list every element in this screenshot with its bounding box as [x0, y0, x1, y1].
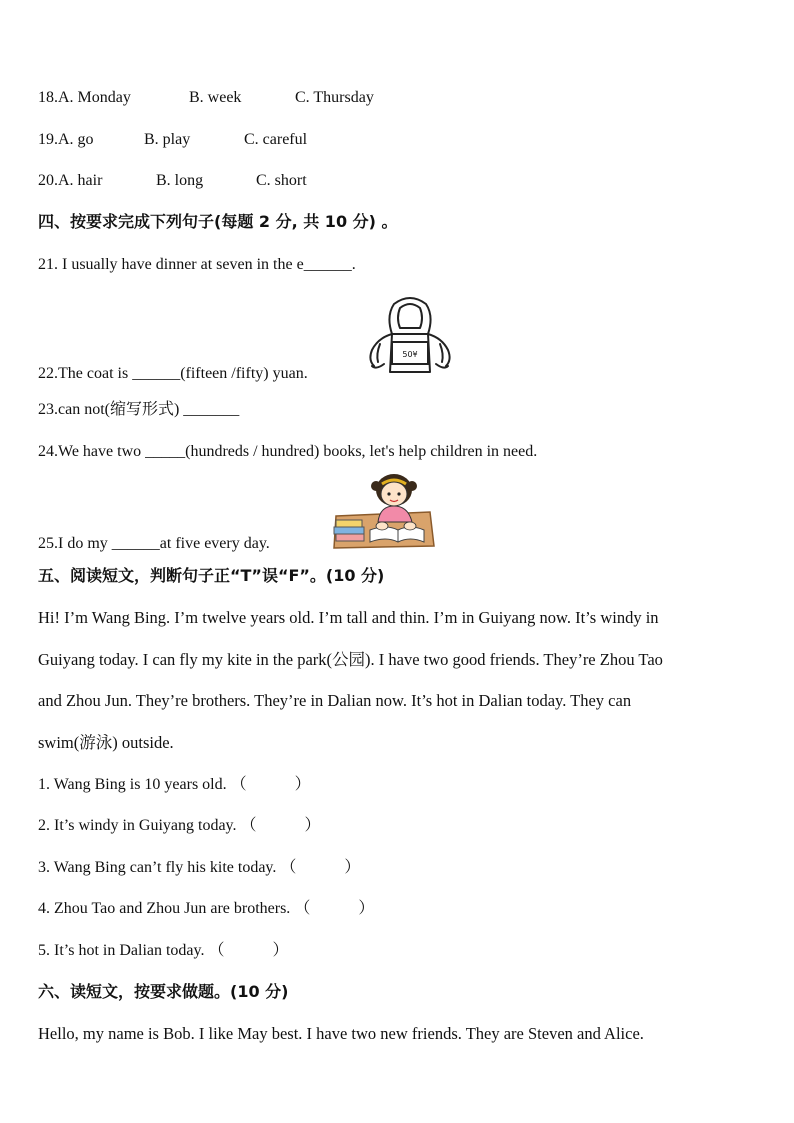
passage-line-1: Hi! I’m Wang Bing. I’m twelve years old. I’m tall and thin. I’m in Guiyang now. It’s windy in: [38, 608, 659, 627]
passage2-line-1: Hello, my name is Bob. I like May best. I have two new friends. They are Steven and Alice.: [38, 1024, 644, 1043]
passage-line-4: swim(游泳) outside.: [38, 733, 174, 752]
tf-item-text: 1. Wang Bing is 10 years old.: [38, 776, 227, 793]
tf-item-text: 5. It’s hot in Dalian today.: [38, 942, 205, 959]
option-c: C. careful: [244, 131, 308, 148]
question-number: 19.: [38, 131, 58, 148]
question-19: [38, 130, 307, 150]
answer-parenthesis[interactable]: （ ）: [230, 776, 311, 793]
passage-line-3: and Zhou Jun. They’re brothers. They’re in Dalian now. It’s hot in Dalian today. They can: [38, 691, 632, 710]
option-a: A. Monday: [58, 89, 131, 106]
tf-item-text: 3. Wang Bing can’t fly his kite today.: [38, 859, 277, 876]
question-18: [38, 88, 374, 108]
girl-homework-picture: [330, 472, 438, 550]
coat-price-tag: 50¥: [402, 350, 418, 359]
question-21: 21. I usually have dinner at seven in the e______.: [38, 256, 356, 273]
question-number: 18.: [38, 89, 58, 106]
option-b: B. play: [144, 131, 191, 148]
option-c: C. Thursday: [295, 89, 374, 106]
answer-parenthesis[interactable]: （ ）: [240, 817, 321, 834]
tf-item-4: [38, 899, 374, 919]
question-20: [38, 171, 307, 191]
answer-parenthesis[interactable]: （ ）: [294, 900, 375, 917]
question-23: 23.can not(缩写形式) _______: [38, 401, 240, 418]
passage-line-2: Guiyang today. I can fly my kite in the park(公园). I have two good friends. They’re Zhou Tao: [38, 650, 663, 669]
tf-item-2: [38, 816, 321, 836]
question-24: 24.We have two _____(hundreds / hundred) books, let's help children in need.: [38, 443, 538, 460]
question-25: 25.I do my ______at five every day.: [38, 535, 270, 552]
option-c: C. short: [256, 172, 307, 189]
option-a: A. hair: [58, 172, 103, 189]
question-number: 20.: [38, 172, 58, 189]
question-22: 22.The coat is ______(fifteen /fifty) yuan.: [38, 365, 308, 382]
tf-item-text: 2. It’s windy in Guiyang today.: [38, 817, 237, 834]
section-5-heading: 五、阅读短文，判断句子正“T”误“F”。(10 分): [38, 566, 385, 585]
answer-parenthesis[interactable]: （ ）: [208, 942, 289, 959]
section-6-heading: 六、读短文，按要求做题。(10 分): [38, 982, 289, 1001]
option-b: B. long: [156, 172, 204, 189]
tf-item-1: [38, 775, 311, 795]
option-b: B. week: [189, 89, 242, 106]
section-4-heading: 四、按要求完成下列句子(每题 2 分, 共 10 分) 。: [38, 212, 398, 231]
answer-parenthesis[interactable]: （ ）: [280, 859, 361, 876]
option-a: A. go: [58, 131, 94, 148]
tf-item-3: [38, 858, 360, 878]
tf-item-text: 4. Zhou Tao and Zhou Jun are brothers.: [38, 900, 291, 917]
coat-picture: [364, 294, 456, 380]
tf-item-5: [38, 941, 289, 961]
